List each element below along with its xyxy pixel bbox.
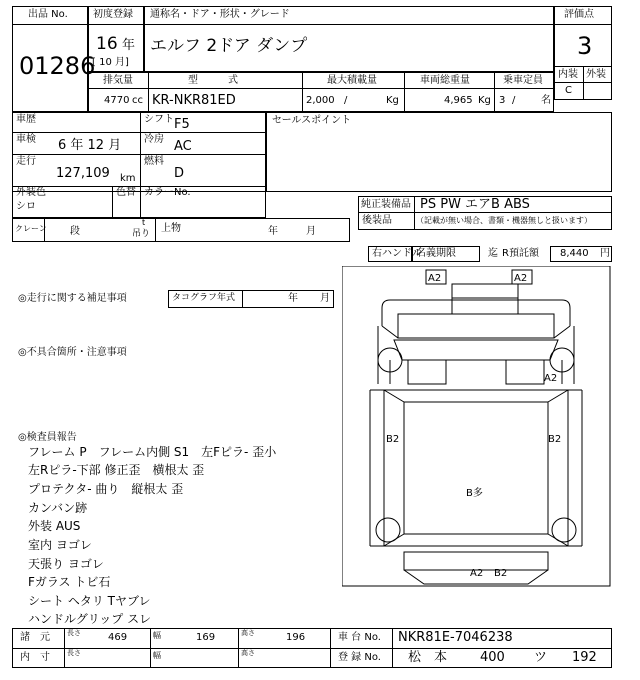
inspector-title: ◎検査員報告 — [18, 432, 77, 443]
crane-label: クレーン — [15, 224, 47, 233]
color-no-label: カラーNo. — [144, 187, 191, 198]
tacho-divider — [242, 290, 243, 308]
mark-right-upper: A2 — [544, 373, 558, 384]
inspector-line: フレーム P フレーム内側 S1 左Fピラ- 歪小 — [28, 445, 277, 459]
crane-div-2 — [155, 218, 156, 242]
equipment-label: 純正装備品 — [361, 199, 411, 210]
width-label: 幅 — [153, 631, 161, 640]
first-registration-year: 16 — [96, 34, 118, 54]
aircon-label: 冷房 — [144, 134, 164, 145]
crane-stage: 段 — [70, 226, 80, 237]
vehicle-damage-diagram — [342, 266, 612, 588]
history-block — [12, 112, 266, 192]
inspector-line: 室内 ヨゴレ — [28, 538, 92, 552]
specs-header-line — [88, 88, 554, 89]
recycle-unit: 円 — [600, 248, 610, 259]
max-load-value: 2,000 — [306, 95, 335, 106]
equipment-value: PS PW エアB ABS — [420, 197, 530, 212]
inner-width-label: 幅 — [153, 651, 161, 660]
rating-label: 評価点 — [564, 9, 594, 20]
gross-weight-label: 車両総重量 — [420, 75, 470, 86]
running-notes-title: ◎走行に関する補足事項 — [18, 293, 127, 304]
displacement-label: 排気量 — [103, 75, 133, 86]
color-div-2 — [140, 186, 141, 218]
dim-div-4 — [330, 628, 331, 668]
mark-center: B多 — [466, 488, 483, 499]
specs-div-2 — [302, 72, 303, 112]
rating-value: 3 — [577, 32, 593, 60]
width-value: 169 — [196, 632, 216, 643]
max-load-sep: / — [344, 95, 348, 106]
mileage-label: 走行 — [16, 156, 36, 167]
history-divider — [140, 112, 141, 192]
dim-row-line — [12, 648, 612, 649]
crane-row — [12, 218, 350, 242]
interior-label: 内装 — [558, 69, 578, 80]
fuel-label: 燃料 — [144, 156, 164, 167]
dim-div-3 — [238, 628, 239, 668]
mark-bottom-a: A2 — [470, 568, 484, 579]
color-change-label: 色替 — [116, 187, 136, 198]
aircon-value: AC — [174, 139, 192, 154]
inner-label: 内 寸 — [20, 652, 50, 663]
history-line-1 — [12, 132, 266, 133]
length-label: 長さ — [67, 629, 81, 637]
capacity-unit: 名 — [541, 95, 551, 106]
sales-point-label: セールスポイント — [272, 115, 352, 126]
fuel-value: D — [174, 166, 185, 181]
equipment-line — [358, 212, 612, 213]
wheel-icon — [552, 518, 576, 542]
registration-class: 400 — [480, 650, 505, 665]
accessories-note: （記載が無い場合、書類・機器無しと扱います） — [416, 216, 592, 225]
transfer-suffix: 迄 — [488, 248, 498, 259]
inspector-line: 左Rピラ-下部 修正歪 横根太 歪 — [28, 463, 205, 477]
dim-div-2 — [150, 628, 151, 668]
type-value: KR-NKR81ED — [152, 93, 236, 108]
chassis-label: 車 台 No. — [338, 632, 381, 643]
displacement-unit: cc — [132, 95, 143, 106]
history-line-2 — [12, 154, 266, 155]
inner-height-label: 高さ — [241, 649, 255, 657]
capacity-sep: / — [512, 95, 516, 106]
transfer-label: 名義期限 — [416, 248, 456, 259]
specs-div-1 — [148, 72, 149, 112]
length-value: 469 — [108, 632, 128, 643]
mark-left-b: B2 — [386, 434, 400, 445]
model-value: エルフ 2ドア ダンプ — [150, 36, 308, 56]
color-block — [12, 186, 266, 218]
rating-sub-line-2 — [554, 82, 612, 83]
mark-right-b: B2 — [548, 434, 562, 445]
rating-label-line — [554, 24, 612, 25]
max-load-unit: Kg — [386, 95, 399, 106]
gross-weight-unit: Kg — [478, 95, 491, 106]
tacho-month: 月 — [320, 293, 330, 304]
inspector-line: プロテクタ- 曲り 縦根太 歪 — [28, 482, 184, 496]
color-value: シロ — [16, 201, 36, 212]
specs-div-4 — [494, 72, 495, 112]
max-load-label: 最大積載量 — [327, 75, 377, 86]
color-label: 外装色 — [16, 187, 46, 198]
registration-number: 192 — [572, 650, 597, 665]
crane-hang: 吊り — [132, 229, 151, 239]
inspection-label: 車検 — [16, 134, 36, 145]
inspector-line: Fガラス トビ石 — [28, 575, 111, 589]
inspector-line: シート ヘタリ Tヤブレ — [28, 594, 151, 608]
inspector-line: ハンドルグリップ スレ — [28, 612, 152, 626]
inspector-line: カンバン跡 — [28, 501, 88, 515]
specs-div-3 — [404, 72, 405, 112]
recycle-label: R預託額 — [502, 248, 539, 259]
lot-number-value: 01286 — [19, 52, 96, 80]
registration-area: 松 本 — [408, 650, 448, 665]
height-value: 196 — [286, 632, 306, 643]
handle-value: 右ハンドル — [372, 248, 422, 259]
first-registration-year-unit: 年 — [122, 38, 136, 53]
inspector-line: 外装 AUS — [28, 519, 81, 533]
shift-value: F5 — [174, 117, 190, 132]
color-div-1 — [112, 186, 113, 218]
lot-number-label: 出品 No. — [28, 9, 68, 20]
interior-value: C — [565, 85, 572, 96]
rating-sub-divider — [583, 66, 584, 100]
inner-length-label: 長さ — [67, 649, 81, 657]
shift-label: シフト — [144, 114, 174, 125]
mark-top-left: A2 — [428, 273, 442, 284]
dim-div-1 — [64, 628, 65, 668]
accessories-label: 後装品 — [362, 215, 392, 226]
tacho-year: 年 — [288, 293, 298, 304]
defects-title: ◎不具合箇所・注意事項 — [18, 347, 127, 358]
wheel-icon — [376, 518, 400, 542]
tacho-label: タコグラフ年式 — [172, 293, 236, 303]
exterior-label: 外装 — [586, 69, 606, 80]
registration-kana: ツ — [534, 650, 548, 665]
equipment-divider — [414, 196, 415, 230]
model-label: 通称名・ドア・形状・グレード — [150, 9, 290, 20]
upper-year: 年 — [268, 226, 278, 237]
mileage-value: 127,109 — [56, 166, 110, 181]
dim-div-5 — [392, 628, 393, 668]
mark-bottom-b: B2 — [494, 568, 508, 579]
displacement-value: 4770 — [104, 95, 130, 106]
recycle-value: 8,440 — [560, 248, 589, 259]
history-label: 車歴 — [16, 114, 36, 125]
gross-weight-value: 4,965 — [444, 95, 473, 106]
crane-hang-top: t — [142, 218, 146, 227]
first-registration-label: 初度登録 — [93, 9, 133, 20]
upper-month: 月 — [306, 226, 316, 237]
registration-label: 登 録 No. — [338, 652, 381, 663]
lot-number-label-line — [12, 24, 88, 25]
size-label: 諸 元 — [20, 632, 50, 643]
mark-top-right: A2 — [514, 273, 528, 284]
height-label: 高さ — [241, 629, 255, 637]
first-registration-month: [ 10 月] — [92, 57, 129, 68]
chassis-value: NKR81E-7046238 — [398, 630, 513, 645]
mileage-unit: km — [120, 173, 136, 184]
inspection-value: 6 年 12 月 — [58, 138, 122, 153]
type-label: 型 式 — [188, 75, 238, 86]
capacity-label: 乗車定員 — [503, 75, 543, 86]
upper-structure-label: 上物 — [161, 223, 181, 234]
capacity-value: 3 — [499, 95, 506, 106]
inspector-line: 天張り ヨゴレ — [28, 557, 104, 571]
